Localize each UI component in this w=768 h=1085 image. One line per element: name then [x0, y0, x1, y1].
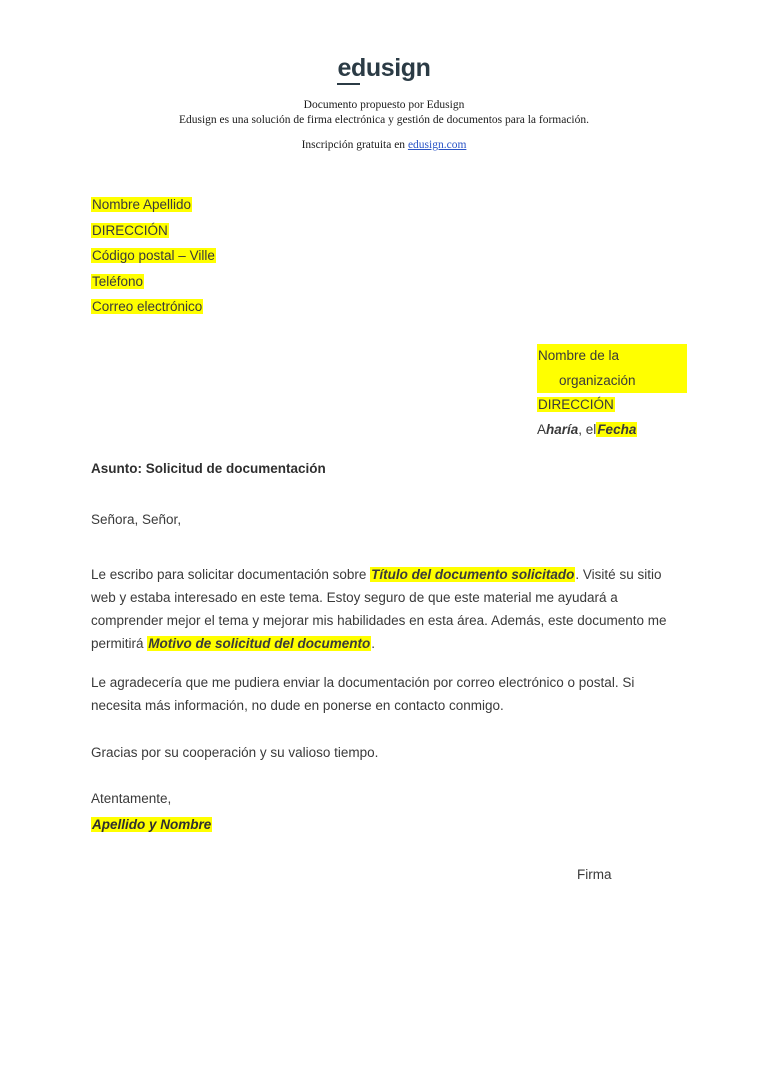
greeting-line: Señora, Señor, — [91, 512, 182, 527]
sender-phone-line — [91, 269, 391, 295]
signer-name-line — [91, 817, 212, 832]
recipient-org-line-2 — [537, 369, 687, 394]
header-line-2: Edusign es una solución de firma electrónica y gestión de documentos para la formación. — [178, 114, 590, 126]
recipient-org-line-1 — [537, 344, 687, 369]
para1-part3: . — [371, 636, 376, 651]
para1-part2: . Visité su sitio web y estaba interesado en este tema. Estoy seguro de que este material me ayudará a comprender mejor el tema y mejorar mis habilidades en esta área. Además, este documento me permitirá — [91, 567, 667, 651]
edusign-logo-text — [337, 56, 430, 81]
edusign-logo — [0, 56, 768, 81]
date-placeholder: Fecha — [597, 421, 637, 437]
sender-phone: Teléfono — [92, 273, 144, 289]
signup-line — [0, 139, 768, 151]
signup-prefix: Inscripción gratuita en — [301, 139, 408, 151]
body-paragraph-1 — [91, 563, 673, 655]
sender-name: Nombre Apellido — [92, 197, 192, 212]
sender-postal-city: Código postal – Ville — [92, 248, 215, 263]
place-placeholder: haría — [546, 421, 579, 437]
sender-name-line — [91, 192, 391, 218]
place-date-prefix: A — [537, 421, 547, 437]
sender-address-line — [91, 218, 391, 244]
logo-underline-accent — [337, 83, 360, 85]
sender-address: DIRECCIÓN — [92, 222, 168, 238]
recipient-address-block — [537, 344, 687, 442]
recipient-address: DIRECCIÓN — [538, 397, 614, 412]
request-reason-placeholder: Motivo de solicitud del documento — [148, 636, 371, 651]
signer-name-placeholder: Apellido y Nombre — [92, 817, 212, 832]
recipient-org-part2: organización — [537, 369, 687, 394]
header-line-1: Documento propuesto por Edusign — [303, 99, 465, 111]
body-paragraph-3: Gracias por su cooperación y su valioso tiempo. — [91, 745, 379, 760]
sender-email: Correo electrónico — [92, 299, 203, 314]
signature-label: Firma — [577, 867, 612, 882]
edusign-logo-label: edusign — [337, 54, 431, 82]
document-header-text — [0, 98, 768, 128]
sender-email-line — [91, 294, 391, 320]
place-date-line — [537, 418, 687, 443]
subject-line: Asunto: Solicitud de documentación — [91, 461, 326, 476]
closing-line: Atentamente, — [91, 791, 172, 806]
document-title-placeholder: Título del documento solicitado — [371, 567, 575, 582]
place-date-middle: , el — [578, 421, 597, 437]
sender-address-block — [91, 192, 391, 320]
para1-part1: Le escribo para solicitar documentación sobre — [91, 567, 371, 582]
body-paragraph-2: Le agradecería que me pudiera enviar la documentación por correo electrónico o postal. Si necesita más información, no dude en ponerse en contacto conmigo. — [91, 675, 635, 713]
recipient-address-line — [537, 393, 687, 418]
recipient-org-part1: Nombre de la — [537, 344, 687, 369]
sender-postal-line — [91, 243, 391, 269]
edusign-site-link[interactable]: edusign.com — [407, 139, 467, 151]
